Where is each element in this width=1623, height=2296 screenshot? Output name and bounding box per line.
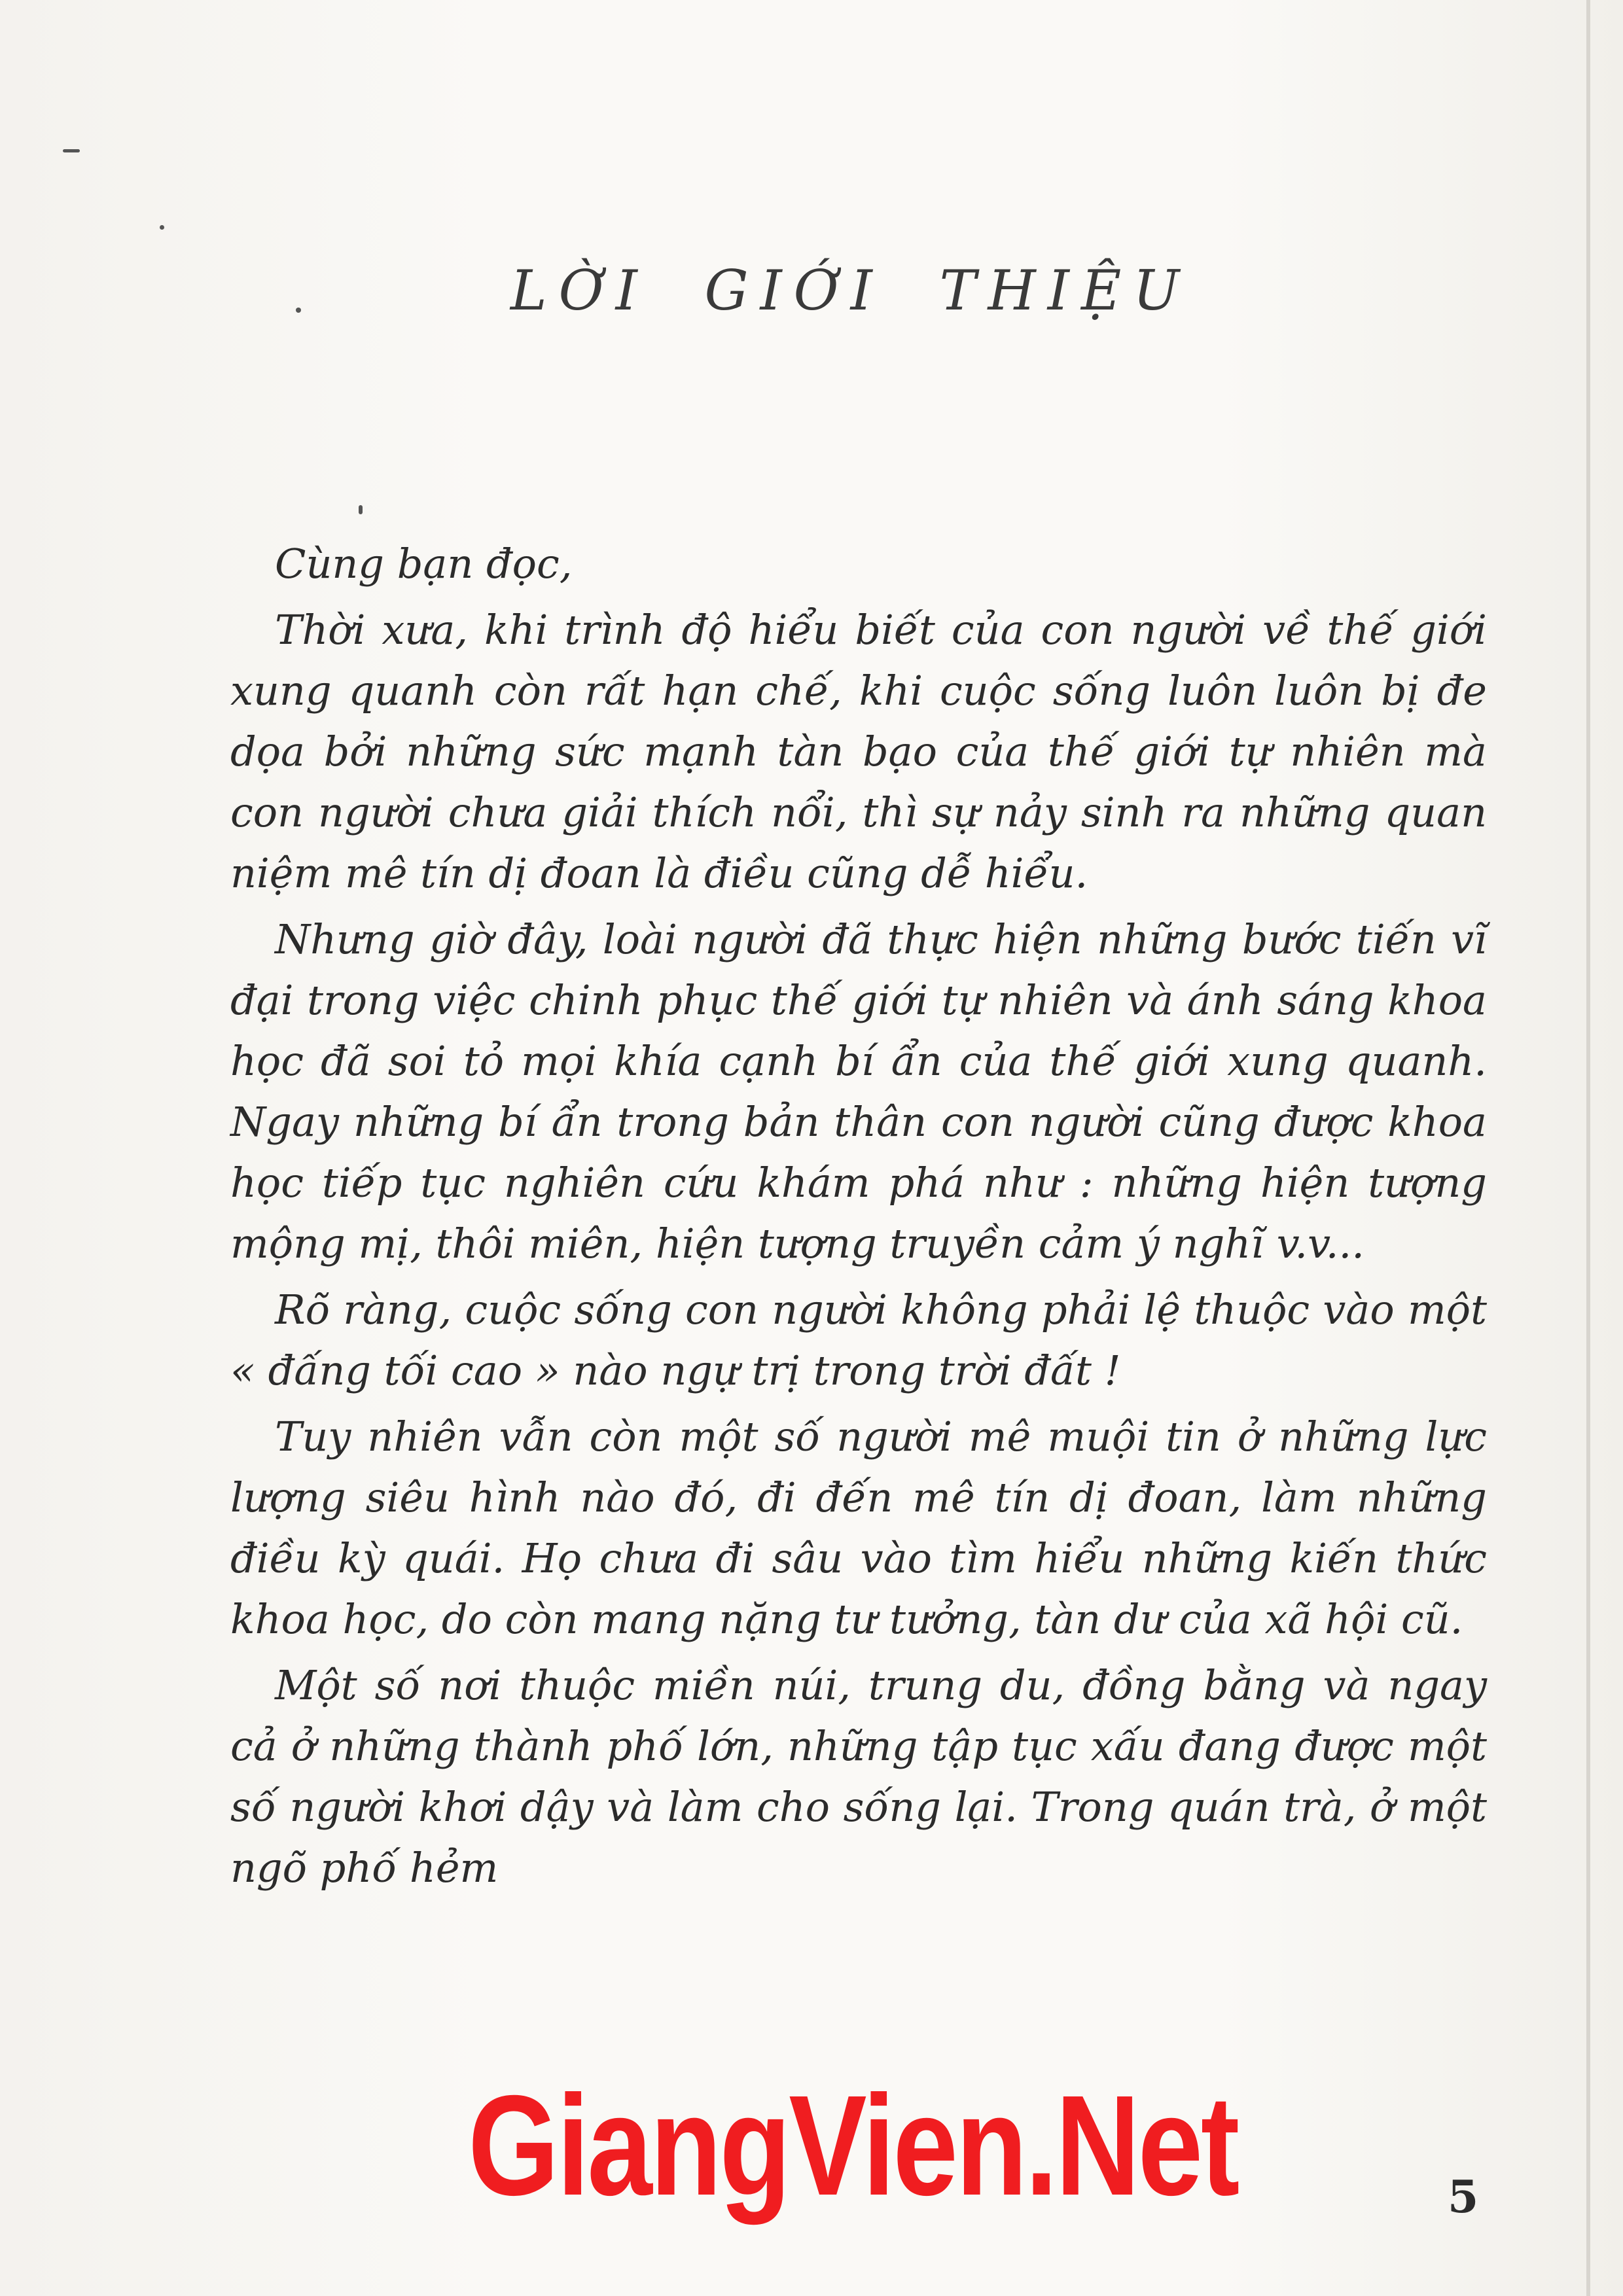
paragraph: Một số nơi thuộc miền núi, trung du, đồng bằng và ngay cả ở những thành phố lớn, những tập tục xấu đang được một số người khơi dậy và làm cho sống lại. Trong quán trà, ở một ngõ phố hẻm xyxy=(230,1661,1487,1892)
body-text xyxy=(230,533,1487,1898)
ink-speck xyxy=(63,149,80,152)
page-title: LỜI GIỚI THIỆU xyxy=(510,258,1192,323)
paragraph: Rõ ràng, cuộc sống con người không phải lệ thuộc vào một « đấng tối cao » nào ngự trị trong trời đất ! xyxy=(230,1286,1487,1394)
page-number: 5 xyxy=(1448,2171,1479,2223)
paragraph: Nhưng giờ đây, loài người đã thực hiện những bước tiến vĩ đại trong việc chinh phục thế giới tự nhiên và ánh sáng khoa học đã soi tỏ mọi khía cạnh bí ẩn của thế giới xung quanh. Ngay những bí ẩn trong bản thân con người cũng được khoa học tiếp tục nghiên cứu khám phá như : những hiện tượng mộng mị, thôi miên, hiện tượng truyền cảm ý nghĩ v.v... xyxy=(230,915,1487,1267)
paragraph: Thời xưa, khi trình độ hiểu biết của con người về thế giới xung quanh còn rất hạn chế, khi cuộc sống luôn luôn bị đe dọa bởi những sức mạnh tàn bạo của thế giới tự nhiên mà con người chưa giải thích nổi, thì sự nảy sinh ra những quan niệm mê tín dị đoan là điều cũng dễ hiểu. xyxy=(230,606,1487,897)
paragraph: Tuy nhiên vẫn còn một số người mê muội tin ở những lực lượng siêu hình nào đó, đi đến mê tín dị đoan, làm những điều kỳ quái. Họ chưa đi sâu vào tìm hiểu những kiến thức khoa học, do còn mang nặng tư tưởng, tàn dư của xã hội cũ. xyxy=(230,1413,1487,1643)
ink-speck xyxy=(359,505,363,514)
ink-speck xyxy=(296,308,301,313)
ink-speck xyxy=(160,225,164,230)
page-edge-shadow xyxy=(1586,0,1590,2296)
watermark-logo: GiangVien.Net xyxy=(468,2066,1238,2225)
salutation: Cùng bạn đọc, xyxy=(275,540,573,588)
